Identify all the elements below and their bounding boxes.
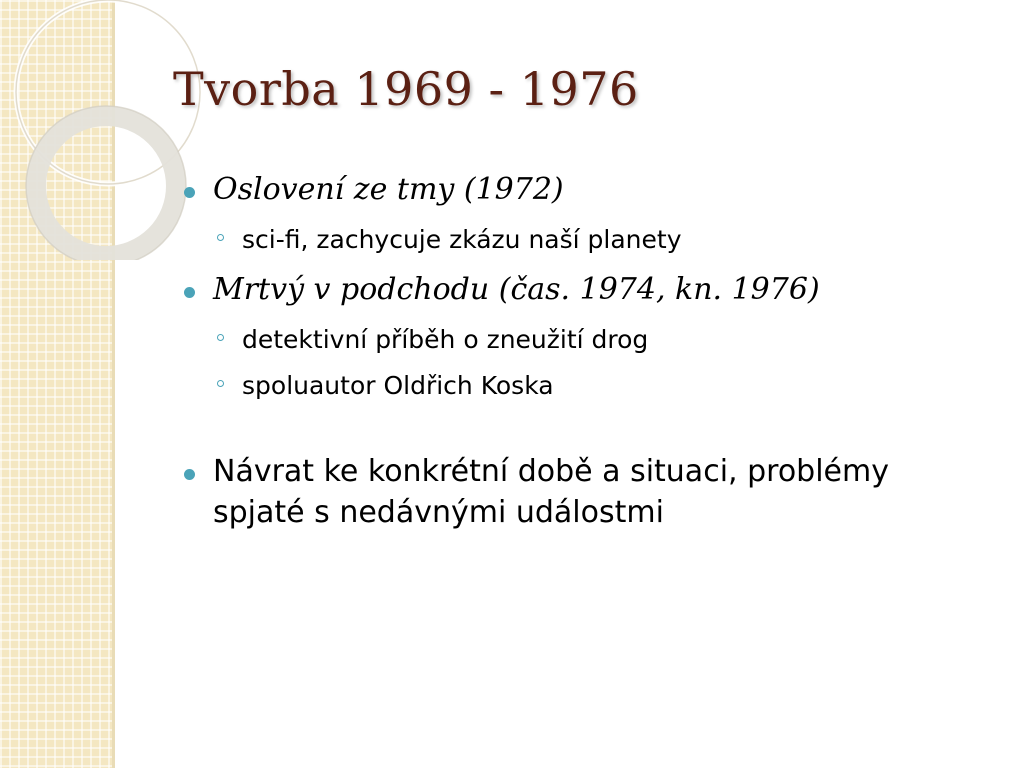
bullet-item bbox=[180, 170, 980, 211]
sub-bullet-item bbox=[180, 369, 980, 403]
bullet-text: Mrtvý v podchodu (čas. 1974, kn. 1976) bbox=[213, 272, 820, 308]
sub-bullet-item bbox=[180, 223, 980, 257]
bullet-dot-icon bbox=[184, 187, 195, 198]
bullet-dot-icon bbox=[184, 287, 195, 298]
sub-bullet-circle-icon bbox=[217, 380, 224, 387]
sub-bullet-text: sci-fi, zachycuje zkázu naší planety bbox=[242, 224, 682, 254]
sub-bullet-circle-icon bbox=[217, 234, 224, 241]
sub-bullet-item bbox=[180, 323, 980, 357]
sub-bullet-text: spoluautor Oldřich Koska bbox=[242, 370, 554, 400]
bullet-item bbox=[180, 270, 980, 311]
bullet-text: Oslovení ze tmy (1972) bbox=[213, 172, 564, 207]
sub-bullet-text: detektivní příběh o zneužití drog bbox=[242, 324, 649, 354]
slide-title: Tvorba 1969 - 1976 bbox=[173, 62, 639, 116]
bullet-dot-icon bbox=[184, 469, 195, 480]
sub-bullet-circle-icon bbox=[217, 334, 224, 341]
slide-content bbox=[180, 170, 980, 533]
bullet-item bbox=[180, 452, 980, 533]
bullet-text: Návrat ke konkrétní době a situaci, problémy spjaté s nedávnými událostmi bbox=[213, 454, 889, 530]
